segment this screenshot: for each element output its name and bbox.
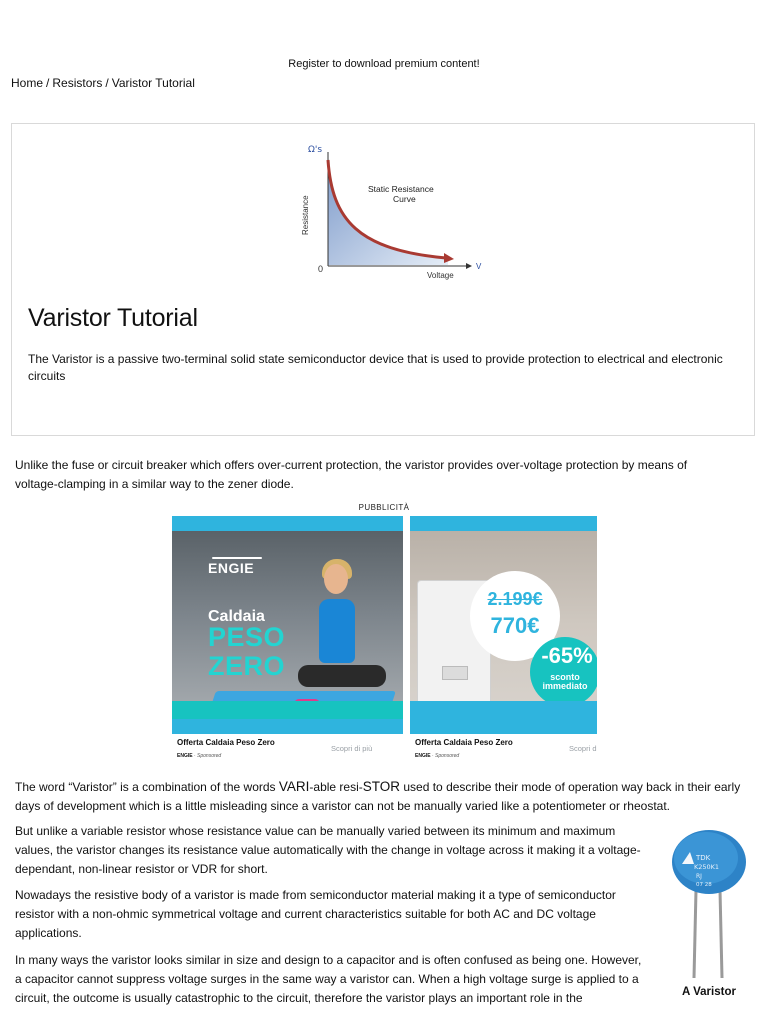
text-run: The word “Varistor” is a combination of the words xyxy=(15,780,279,794)
engie-logo: ENGIE xyxy=(208,560,255,576)
ad-banner[interactable] xyxy=(172,516,403,734)
new-price: 770€ xyxy=(490,613,540,638)
varistor-marking: 07 28 xyxy=(696,882,712,888)
ad-sponsored-label: Sponsored xyxy=(435,753,460,759)
body-paragraph-1 xyxy=(15,777,755,816)
engie-logo-arc xyxy=(212,557,262,559)
text-run: used to describe their mode of operation way back in their early days of development which is a little misleading since a varistor can not be manually varied like a potentiometer or rheostat. xyxy=(15,780,741,813)
text-run: VARI xyxy=(278,779,310,794)
page-title: Varistor Tutorial xyxy=(28,304,198,332)
y-axis-label: Resistance xyxy=(301,195,310,235)
ad-sponsor-name: ENGIE xyxy=(177,753,193,759)
ad-photo xyxy=(172,531,403,719)
breadcrumb xyxy=(11,76,195,90)
discount-subtitle: immediato xyxy=(542,681,588,691)
ad-sponsor-name: ENGIE xyxy=(415,753,431,759)
ad-banner[interactable] xyxy=(410,516,597,734)
register-link[interactable]: Register to download premium content! xyxy=(288,58,480,70)
ad-headline: Caldaia xyxy=(208,608,265,625)
ad-teal-strip xyxy=(172,701,403,719)
ad-strip xyxy=(410,701,597,719)
woman-image xyxy=(319,599,355,663)
body-paragraph-2: But unlike a variable resistor whose resistance value can be manually varied between its minimum and maximum values, the varistor changes its resistance value automatically with the change in voltage across it making it a voltage-dependant, non-linear resistor or VDR for short. xyxy=(15,824,641,876)
intro-paragraph: Unlike the fuse or circuit breaker which offers over-current protection, the varistor provides over-voltage protection by means of voltage-clamping in a similar way to the zener diode. xyxy=(15,458,688,491)
ad-card[interactable] xyxy=(172,516,403,766)
old-price: 2.199€ xyxy=(487,589,543,609)
ad-photo xyxy=(410,531,597,719)
curve-label-line-1: Static Resistance xyxy=(368,184,434,194)
ad-cta-button[interactable]: Scopri di più xyxy=(331,744,373,753)
discount-percent: -65% xyxy=(541,643,593,668)
ad-sponsor: ENGIE · Sponsored xyxy=(415,753,460,759)
x-axis-label: Voltage xyxy=(427,271,454,280)
discount-subtitle: sconto xyxy=(550,672,580,682)
varistor-marking: K250K1 xyxy=(694,863,720,871)
text-run: -able resi- xyxy=(309,780,363,794)
woman-image xyxy=(324,564,348,594)
y-unit-label: Ω's xyxy=(308,145,323,155)
breadcrumb-resistors[interactable]: Resistors xyxy=(52,76,103,90)
static-resistance-curve-figure xyxy=(298,140,488,290)
ad-sponsor: ENGIE · Sponsored xyxy=(177,753,222,759)
ad-headline: ZERO xyxy=(208,651,286,681)
breadcrumb-separator: / xyxy=(46,76,50,90)
varistor-marking: TDK xyxy=(696,854,711,862)
varistor-image xyxy=(664,830,754,980)
discount-badge xyxy=(530,637,597,707)
body-paragraph-4: In many ways the varistor looks similar in size and design to a capacitor and is often confused as being one. However, a capacitor cannot suppress voltage surges in the same way a varistor can. When a high voltage surge is applied to a circuit, the outcome is usually catastrophic to the circuit, therefore the varistor plays an important role in the xyxy=(15,953,642,1005)
varistor-caption: A Varistor xyxy=(682,986,736,998)
ad-caption[interactable]: Offerta Caldaia Peso Zero xyxy=(177,738,275,747)
ad-headline: PESO xyxy=(208,622,286,652)
x-unit-label: V xyxy=(476,262,482,271)
breadcrumb-separator: / xyxy=(105,76,109,90)
hero-card xyxy=(11,123,755,436)
text-run: STOR xyxy=(362,779,401,794)
boiler-display xyxy=(442,666,468,680)
ad-card[interactable] xyxy=(410,516,597,766)
ad-caption[interactable]: Offerta Caldaia Peso Zero xyxy=(415,738,513,747)
breadcrumb-current: Varistor Tutorial xyxy=(111,76,195,90)
varistor-marking: RJ xyxy=(696,873,702,880)
ad-cta-button[interactable]: Scopri d xyxy=(569,744,597,753)
breadcrumb-home[interactable]: Home xyxy=(11,76,44,90)
lead-paragraph: The Varistor is a passive two-terminal solid state semiconductor device that is used to provide protection to electrical and electronic circuits xyxy=(28,352,723,383)
curve-label-line-2: Curve xyxy=(393,194,416,204)
ad-label: PUBBLICITÀ xyxy=(358,503,410,512)
ad-sponsored-label: Sponsored xyxy=(197,753,222,759)
body-paragraph-3: Nowadays the resistive body of a varistor is made from semiconductor material making it a type of semiconductor resistor with a non-ohmic symmetrical voltage and current characteristics suitable for both AC and DC voltage applications. xyxy=(15,888,616,940)
origin-label: 0 xyxy=(318,264,324,274)
woman-image xyxy=(298,665,386,687)
register-banner xyxy=(0,58,768,70)
